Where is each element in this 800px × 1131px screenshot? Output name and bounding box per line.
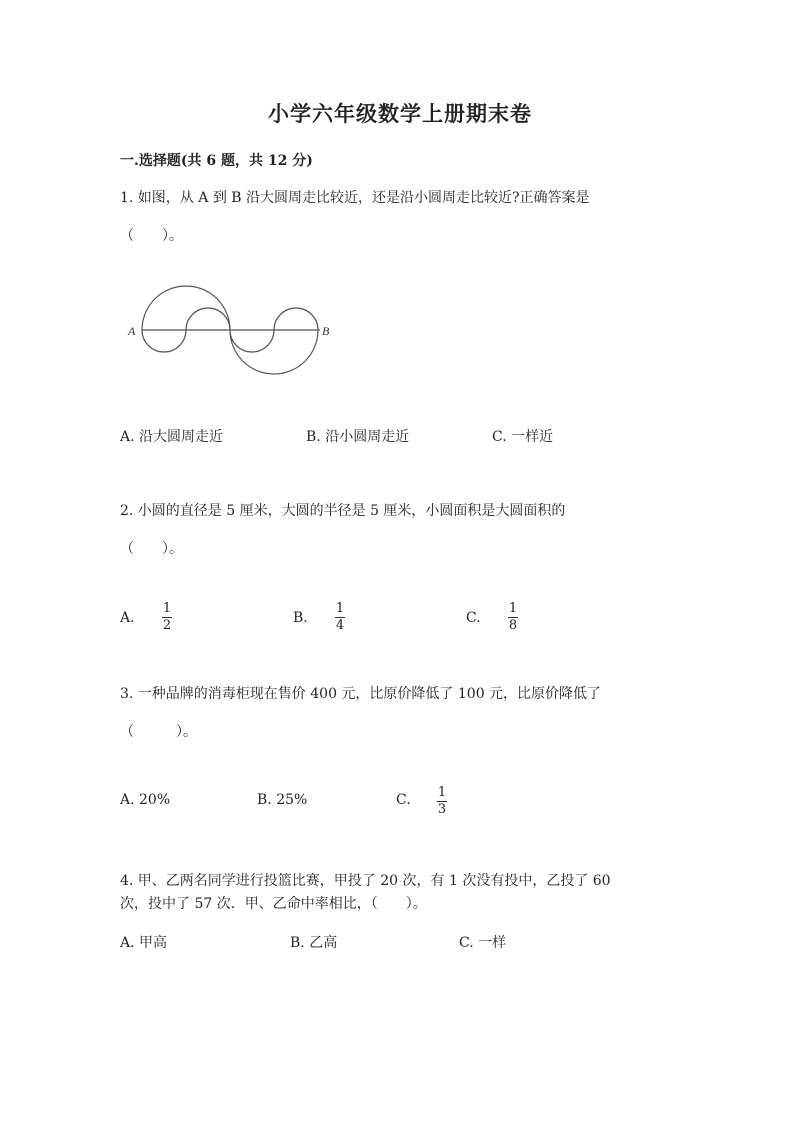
small-arc-1 [142, 330, 186, 352]
q3-option-a[interactable]: A. 20% [120, 792, 171, 808]
q3-option-c-label[interactable]: C. [396, 792, 411, 808]
q3-option-c-fraction[interactable] [435, 786, 449, 817]
q3-option-b[interactable]: B. 25% [257, 792, 308, 808]
q1-option-b[interactable]: B. 沿小圆周走近 [306, 429, 410, 445]
fraction-numerator: 1 [508, 601, 518, 616]
q2-option-b-fraction[interactable] [333, 602, 347, 633]
question-2-blank: （ ）。 [120, 541, 183, 557]
q4-option-b[interactable]: B. 乙高 [290, 935, 338, 951]
q2-option-b-label[interactable]: B. [293, 610, 308, 626]
q4-option-c[interactable]: C. 一样 [459, 935, 507, 951]
question-1-text: 1. 如图，从 A 到 B 沿大圆周走比较近，还是沿小圆周走比较近?正确答案是 [120, 190, 590, 206]
fraction-denominator: 3 [437, 802, 447, 817]
big-arc-lower [230, 330, 318, 374]
question-1-blank: （ ）。 [120, 228, 183, 244]
q2-option-c-fraction[interactable] [506, 602, 520, 633]
section-heading: 一.选择题(共 6 题，共 12 分) [120, 153, 313, 169]
q1-option-c[interactable]: C. 一样近 [492, 429, 554, 445]
q1-option-a[interactable]: A. 沿大圆周走近 [120, 429, 224, 445]
fraction-denominator: 2 [162, 618, 172, 633]
q4-option-a[interactable]: A. 甲高 [120, 935, 168, 951]
fraction-denominator: 4 [335, 618, 345, 633]
page-title: 小学六年级数学上册期末卷 [268, 101, 532, 126]
question-3-text: 3. 一种品牌的消毒柜现在售价 400 元，比原价降低了 100 元，比原价降低了 [120, 686, 602, 702]
point-a-label: A [128, 324, 136, 338]
fraction-numerator: 1 [437, 785, 447, 800]
fraction-numerator: 1 [162, 601, 172, 616]
big-arc-upper [142, 286, 230, 330]
q2-option-a-label[interactable]: A. [120, 610, 135, 626]
small-arc-2 [186, 308, 230, 330]
q2-option-c-label[interactable]: C. [466, 610, 481, 626]
question-3-blank: （ ）。 [120, 724, 197, 740]
small-arc-3 [230, 330, 274, 352]
fraction-denominator: 8 [508, 618, 518, 633]
point-b-label: B [322, 324, 330, 338]
q2-option-a-fraction[interactable] [160, 602, 174, 633]
question-1-figure [126, 278, 336, 383]
question-4-text-line2: 次，投中了 57 次．甲、乙命中率相比，（ ）。 [120, 896, 427, 912]
question-4-text-line1: 4. 甲、乙两名同学进行投篮比赛，甲投了 20 次，有 1 次没有投中，乙投了 60 [120, 873, 611, 889]
small-arc-4 [274, 308, 318, 330]
question-2-text: 2. 小圆的直径是 5 厘米，大圆的半径是 5 厘米，小圆面积是大圆面积的 [120, 503, 566, 519]
fraction-numerator: 1 [335, 601, 345, 616]
